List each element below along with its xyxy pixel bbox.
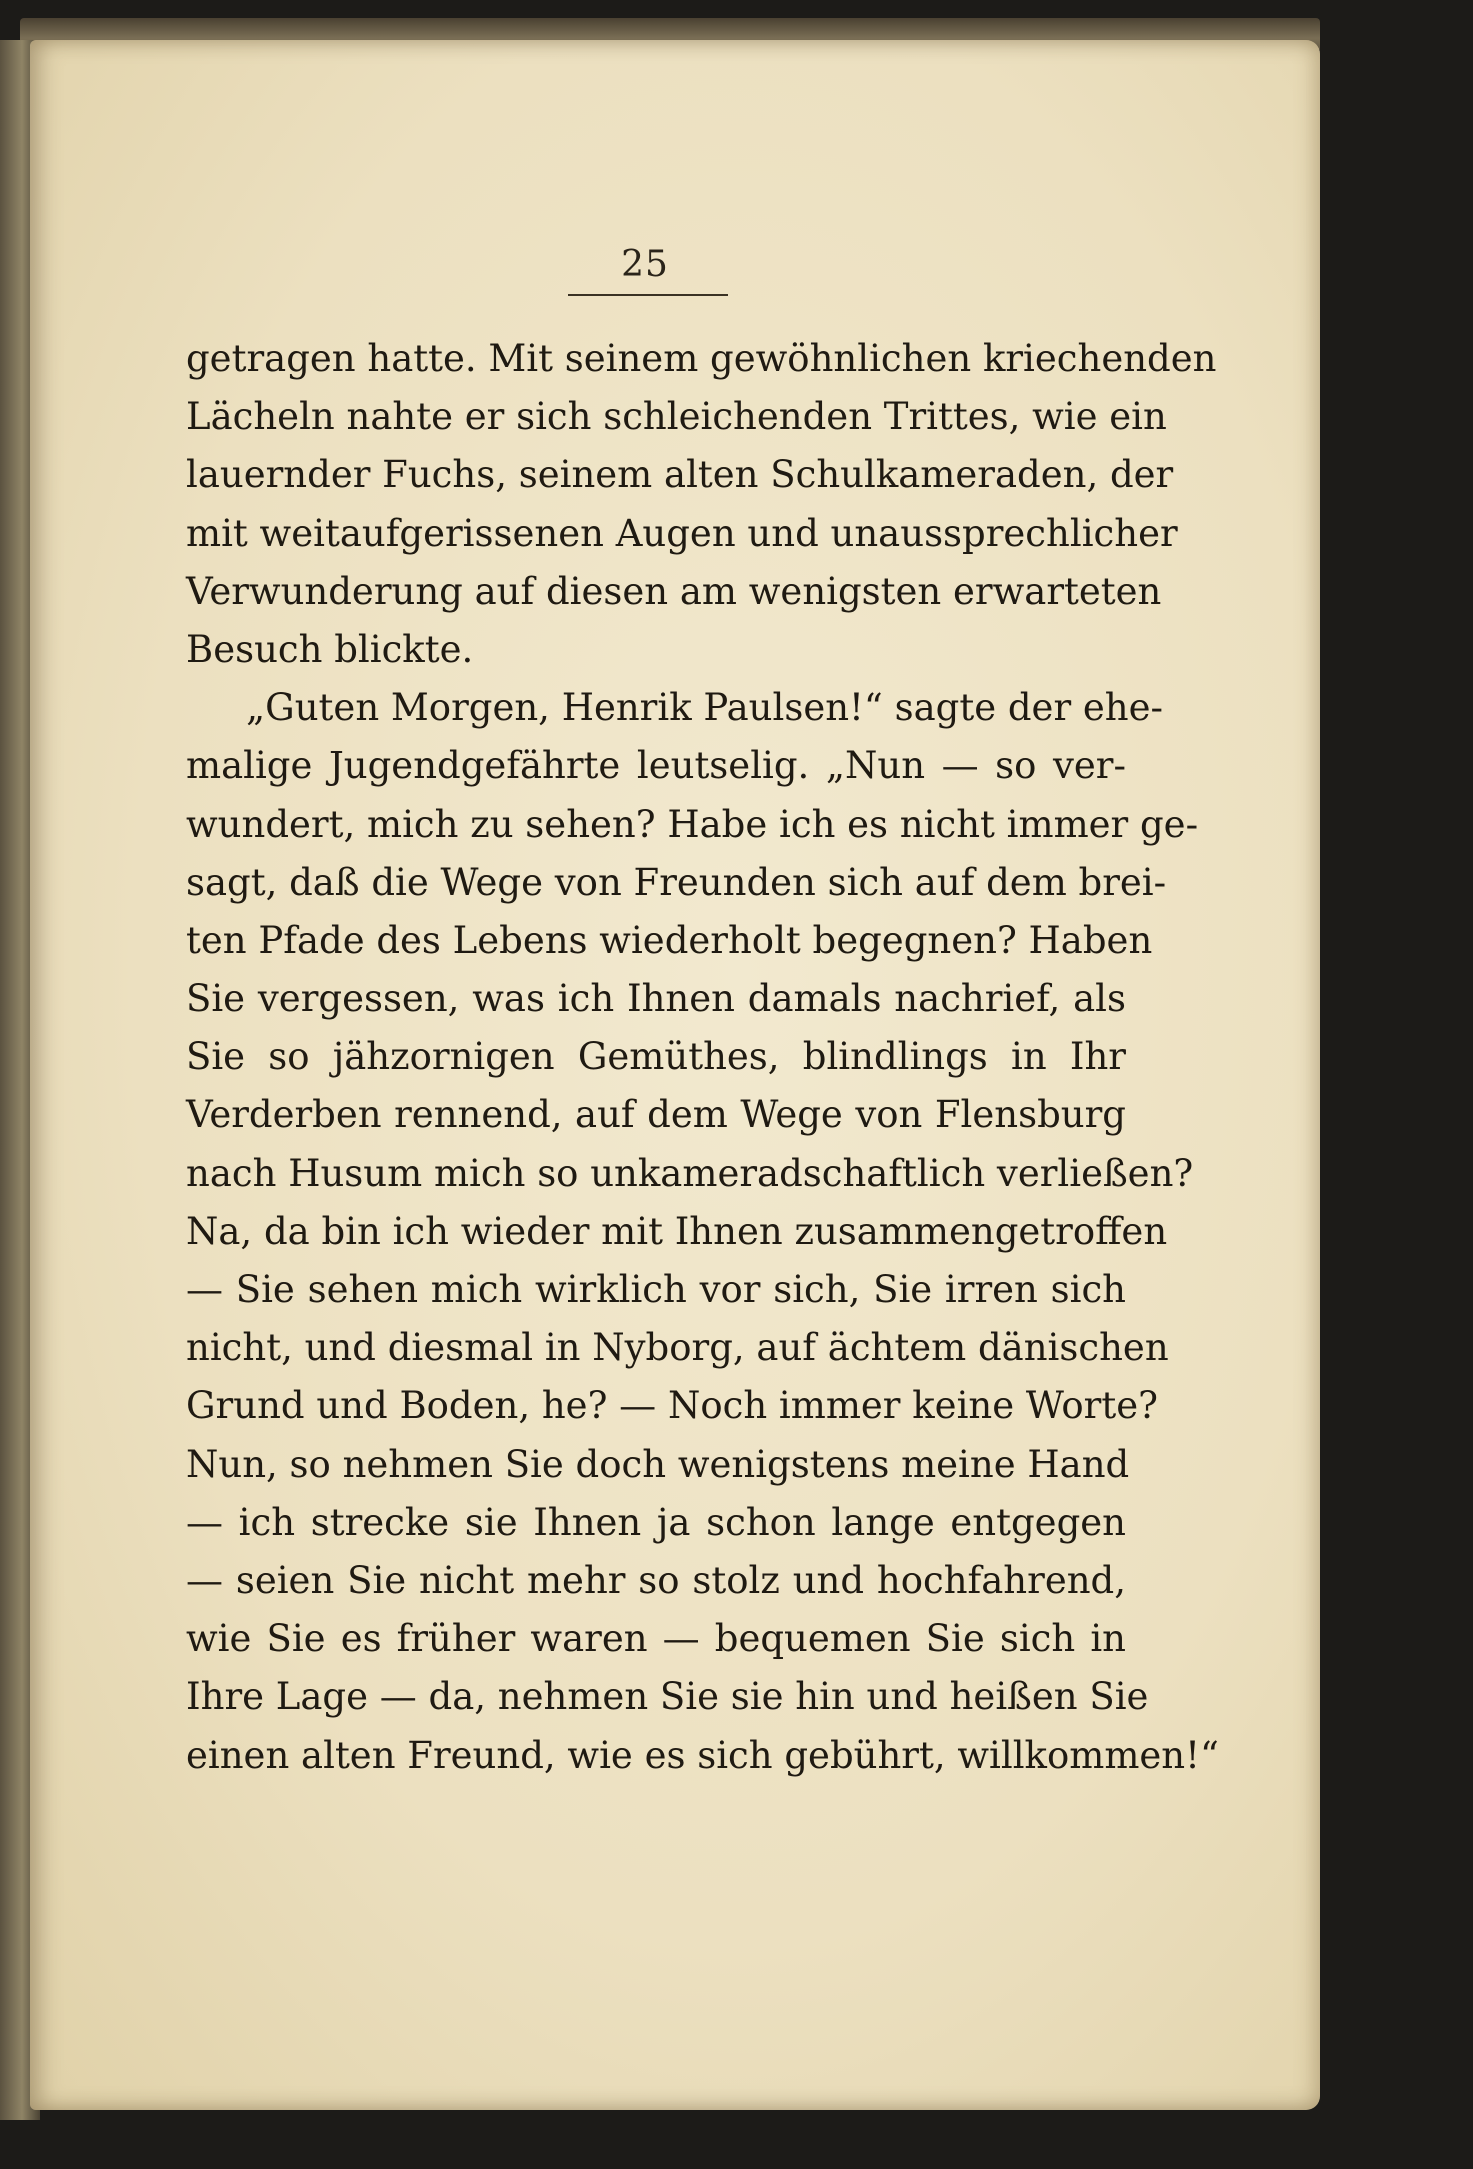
text-line: Sie vergessen, was ich Ihnen damals nachrief, als bbox=[186, 977, 1126, 1021]
text-line: lauernder Fuchs, seinem alten Schulkameraden, der bbox=[186, 453, 1174, 497]
text-line: ten Pfade des Lebens wiederholt begegnen? Haben bbox=[186, 918, 1153, 962]
text-line: sagt, daß die Wege von Freunden sich auf dem brei- bbox=[186, 860, 1167, 904]
text-line: mit weitaufgerissenen Augen und unaussprechlicher bbox=[186, 511, 1178, 555]
text-line: getragen hatte. Mit seinem gewöhnlichen kriechenden bbox=[186, 337, 1217, 380]
text-line: Lächeln nahte er sich schleichenden Trittes, wie ein bbox=[186, 395, 1167, 439]
text-line: Na, da bin ich wieder mit Ihnen zusammengetroffen bbox=[186, 1209, 1168, 1253]
text-line: — seien Sie nicht mehr so stolz und hochfahrend, bbox=[186, 1558, 1126, 1602]
text-line: — Sie sehen mich wirklich vor sich, Sie irren sich bbox=[186, 1268, 1126, 1311]
page-number: 25 bbox=[621, 244, 669, 285]
text-line: Besuch blickte. bbox=[186, 627, 474, 671]
text-line: malige Jugendgefährte leutselig. „Nun — so ver- bbox=[186, 744, 1126, 788]
text-line: — ich strecke sie Ihnen ja schon lange entgegen bbox=[186, 1500, 1126, 1544]
text-line: wie Sie es früher waren — bequemen Sie sich in bbox=[186, 1617, 1126, 1661]
text-line: Ihre Lage — da, nehmen Sie sie hin und heißen Sie bbox=[186, 1675, 1149, 1719]
text-line: Verderben rennend, auf dem Wege von Flensburg bbox=[186, 1093, 1126, 1137]
text-line: Sie so jähzornigen Gemüthes, blindlings in Ihr bbox=[186, 1035, 1126, 1079]
page-number-rule bbox=[568, 294, 728, 296]
text-line: Nun, so nehmen Sie doch wenigstens meine Hand bbox=[186, 1442, 1130, 1486]
text-line: einen alten Freund, wie es sich gebührt, willkommen!“ bbox=[186, 1733, 1219, 1777]
text-line: nach Husum mich so unkameradschaftlich verließen? bbox=[186, 1151, 1194, 1195]
text-line: nicht, und diesmal in Nyborg, auf ächtem dänischen bbox=[186, 1326, 1169, 1370]
text-line: Verwunderung auf diesen am wenigsten erwarteten bbox=[186, 569, 1162, 613]
text-line: Grund und Boden, he? — Noch immer keine Worte? bbox=[186, 1384, 1158, 1428]
text-line: wundert, mich zu sehen? Habe ich es nicht immer ge- bbox=[186, 802, 1199, 846]
text-line: „Guten Morgen, Henrik Paulsen!“ sagte der ehe- bbox=[246, 686, 1164, 730]
body-text bbox=[186, 330, 1219, 1785]
